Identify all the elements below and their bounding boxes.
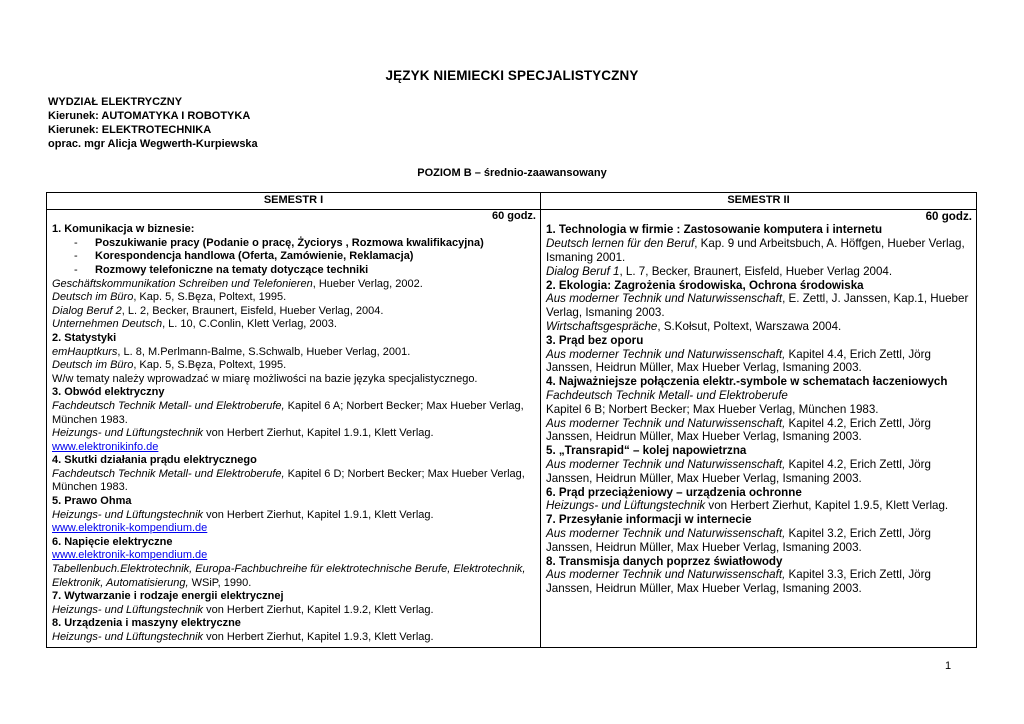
semester-2-hours: 60 godz.	[925, 209, 972, 223]
topic-heading: 6. Prąd przeciążeniowy – urządzenia ochronne	[546, 485, 802, 499]
reference-details: Kapitel 3.3, Erich Zettl, Jörg Janssen, Heidrun Müller, Max Hueber Verlag, Ismaning 2003.	[546, 568, 931, 596]
reference-details: von Herbert Zierhut, Kapitel 1.9.1, Klett Verlag.	[203, 508, 434, 521]
page-number: 1	[945, 660, 952, 672]
reference	[546, 499, 972, 513]
topic-heading: 1. Technologia w firmie : Zastosowanie komputera i internetu	[546, 223, 883, 237]
reference	[52, 427, 536, 441]
reference-details: Kapitel 4.2, Erich Zettl, Jörg Janssen, Heidrun Müller, Max Hueber Verlag, Ismaning 2003.	[546, 416, 931, 444]
author-line: oprac. mgr Alicja Wegwerth-Kurpiewska	[48, 138, 258, 150]
topic-heading: 8. Urządzenia i maszyny elektryczne	[52, 617, 241, 630]
reference-details: , L. 10, C.Conlin, Klett Verlag, 2003.	[162, 318, 337, 331]
reference	[546, 417, 972, 445]
reference-title: Dialog Beruf 2	[52, 304, 122, 317]
reference-title: Heizungs- und Lüftungstechnik	[52, 603, 204, 616]
reference	[546, 389, 972, 403]
web-link[interactable]: www.elektronikinfo.de	[52, 440, 159, 453]
reference-title: Deutsch im Büro	[52, 359, 134, 372]
reference	[546, 458, 972, 486]
reference-details: WSiP, 1990.	[188, 576, 252, 589]
reference-title: Aus moderner Technik und Naturwissenschaft,	[546, 416, 786, 430]
topic-heading: 8. Transmisja danych poprzez światłowody	[546, 554, 783, 568]
reference-details: Kapitel 6 D; Norbert Becker; Max Hueber Verlag, München 1983.	[52, 467, 525, 494]
topic-heading: 3. Obwód elektryczny	[52, 386, 165, 399]
reference	[52, 291, 536, 305]
reference	[546, 568, 972, 596]
reference-link-line	[52, 549, 536, 563]
reference-details: von Herbert Zierhut, Kapitel 1.9.2, Klett Verlag.	[203, 603, 434, 616]
direction-line-1: Kierunek: AUTOMATYKA I ROBOTYKA	[48, 110, 251, 122]
reference-details: von Herbert Zierhut, Kapitel 1.9.5, Klett Verlag.	[705, 499, 949, 513]
reference	[546, 527, 972, 555]
semester-1-hours: 60 godz.	[491, 209, 536, 222]
topic-heading: 7. Przesyłanie informacji w internecie	[546, 513, 752, 527]
reference-title: Deutsch im Büro	[52, 291, 134, 304]
reference-title: Heizungs- und Lüftungstechnik	[52, 427, 204, 440]
reference	[52, 305, 536, 319]
level-heading: POZIOM B – średnio-zaawansowany	[417, 167, 607, 179]
reference	[52, 400, 536, 427]
syllabus-table	[46, 192, 977, 648]
reference-details: , E. Zettl, J. Janssen, Kap.1, Hueber Verlag, Ismaning 2003.	[546, 292, 969, 320]
document-meta	[48, 95, 258, 151]
reference-details: , L. 7, Becker, Braunert, Eisfeld, Hueber Verlag 2004.	[619, 264, 893, 278]
reference-details: , Kap. 5, S.Bęza, Poltext, 1995.	[133, 359, 287, 372]
reference-details: von Herbert Zierhut, Kapitel 1.9.3, Klett Verlag.	[203, 631, 434, 643]
direction-line-2: Kierunek: ELEKTROTECHNIKA	[48, 124, 212, 136]
reference-details: Kapitel 4.4, Erich Zettl, Jörg Janssen, Heidrun Müller, Max Hueber Verlag, Ismaning 2003.	[546, 347, 931, 375]
reference-title: Heizungs- und Lüftungstechnik	[52, 508, 204, 521]
reference	[546, 292, 972, 320]
reference-title: Fachdeutsch Technik Metall- und Elektroberufe	[546, 388, 788, 402]
reference-title: Aus moderner Technik und Naturwissenschaft,	[546, 568, 786, 582]
web-link[interactable]: www.elektronik-kompendium.de	[52, 549, 208, 562]
topic-heading: 1. Komunikacja w biznesie:	[52, 223, 195, 236]
list-item: - Korespondencja handlowa (Oferta, Zamówienie, Reklamacja)	[74, 250, 536, 264]
list-item: - Poszukiwanie pracy (Podanie o pracę, Życiorys , Rozmowa kwalifikacyjna)	[74, 237, 536, 251]
reference-details: von Herbert Zierhut, Kapitel 1.9.1, Klett Verlag.	[203, 427, 434, 440]
reference	[546, 237, 972, 265]
reference	[52, 604, 536, 618]
reference	[52, 359, 536, 373]
reference-title: emHauptkurs	[52, 345, 118, 358]
reference-title: Aus moderner Technik und Naturwissenschaft,	[546, 526, 786, 540]
reference	[52, 468, 536, 495]
semester-2-cell	[541, 209, 977, 647]
topic-heading: 7. Wytwarzanie i rodzaje energii elektrycznej	[52, 590, 284, 603]
reference-title: Aus moderner Technik und Naturwissenschaft,	[546, 457, 786, 471]
reference-title: Heizungs- und Lüftungstechnik	[546, 499, 706, 513]
reference-details: Kapitel 4.2, Erich Zettl, Jörg Janssen, Heidrun Müller, Max Hueber Verlag, Ismaning 2003.	[546, 457, 931, 485]
reference-title: Geschäftskommunikation Schreiben und Telefonieren	[52, 277, 313, 290]
semester-1-header: SEMESTR I	[47, 193, 541, 210]
reference-details: , Kap. 5, S.Bęza, Poltext, 1995.	[133, 291, 287, 304]
reference-details: , L. 2, Becker, Braunert, Eisfeld, Hueber Verlag, 2004.	[121, 304, 384, 317]
reference	[546, 403, 972, 417]
topic-heading: 5. Prawo Ohma	[52, 495, 132, 508]
reference-details: Kapitel 6 A; Norbert Becker; Max Hueber Verlag, München 1983.	[52, 399, 524, 426]
reference	[52, 631, 536, 645]
reference-details: , Kap. 9 und Arbeitsbuch, A. Höffgen, Hueber Verlag, Ismaning 2001.	[546, 237, 965, 264]
reference	[52, 278, 536, 292]
reference-title: Dialog Beruf 1	[546, 264, 620, 278]
reference-details: Kapitel 6 B; Norbert Becker; Max Hueber Verlag, München 1983.	[546, 402, 879, 416]
reference	[546, 265, 972, 279]
reference-title: Aus moderner Technik und Naturwissenschaft,	[546, 347, 786, 361]
reference	[546, 348, 972, 376]
table-content-row	[47, 209, 977, 647]
web-link[interactable]: www.elektronik-kompendium.de	[52, 522, 208, 535]
reference	[52, 318, 536, 332]
topic-heading: 6. Napięcie elektryczne	[52, 535, 173, 548]
topic-heading: 2. Ekologia: Zagrożenia środowiska, Ochrona środowiska	[546, 278, 864, 292]
reference-title: Heizungs- und Lüftungstechnik	[52, 631, 204, 643]
reference-link-line	[52, 441, 536, 455]
reference-title: Fachdeutsch Technik Metall- und Elektroberufe,	[52, 399, 285, 412]
reference-details: , L. 8, M.Perlmann-Balme, S.Schwalb, Hueber Verlag, 2001.	[117, 345, 411, 358]
reference	[52, 509, 536, 523]
reference-title: Wirtschaftsgespräche	[546, 319, 658, 333]
reference-details: , S.Kołsut, Poltext, Warszawa 2004.	[657, 319, 842, 333]
reference-title: Aus moderner Technik und Naturwissenschaft	[546, 292, 783, 306]
reference-title: Fachdeutsch Technik Metall- und Elektroberufe,	[52, 467, 285, 480]
table-header-row	[47, 193, 977, 210]
topic-heading: 5. „Transrapid“ – kolej napowietrzna	[546, 444, 747, 458]
reference-details: , Hueber Verlag, 2002.	[312, 277, 423, 290]
document-title: JĘZYK NIEMIECKI SPECJALISTYCZNY	[385, 68, 639, 83]
reference	[546, 320, 972, 334]
topic-sublist	[52, 237, 536, 278]
topic-heading: 2. Statystyki	[52, 331, 117, 344]
reference-title: Tabellenbuch.Elektrotechnik, Europa-Fachbuchreihe für elektrotechnische Berufe, Elektrotechnik, Elektronik, Automatisierung,	[52, 563, 526, 589]
reference-title: Unternehmen Deutsch	[52, 318, 163, 331]
topic-heading: 4. Skutki działania prądu elektrycznego	[52, 454, 257, 467]
semester-2-header: SEMESTR II	[541, 193, 977, 210]
reference-title: Deutsch lernen für den Beruf	[546, 237, 695, 251]
note: W/w tematy należy wprowadzać w miarę możliwości na bazie języka specjalistycznego.	[52, 372, 478, 385]
faculty-line: WYDZIAŁ ELEKTRYCZNY	[48, 96, 183, 108]
reference	[52, 346, 536, 360]
topic-heading: 4. Najważniejsze połączenia elektr.-symbole w schematach łaczeniowych	[546, 375, 948, 389]
reference	[52, 563, 536, 590]
list-item: - Rozmowy telefoniczne na tematy dotyczące techniki	[74, 264, 536, 278]
topic-heading: 3. Prąd bez oporu	[546, 333, 644, 347]
reference-details: Kapitel 3.2, Erich Zettl, Jörg Janssen, Heidrun Müller, Max Hueber Verlag, Ismaning 2003.	[546, 526, 931, 554]
reference-link-line	[52, 522, 536, 536]
semester-1-cell	[47, 209, 541, 647]
